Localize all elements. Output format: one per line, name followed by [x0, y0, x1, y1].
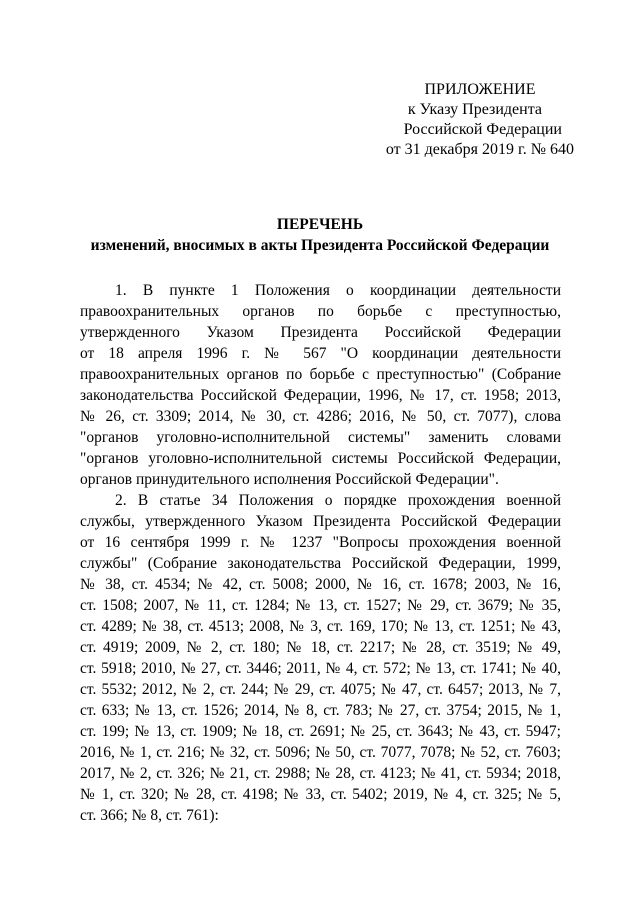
paragraph-line: правоохранительных органов по борьбе с преступностью" (Собрание [80, 366, 561, 383]
paragraph-line: 1. В пункте 1 Положения о координации деятельности [115, 282, 561, 299]
paragraph-line: № 1, ст. 320; № 28, ст. 4198; № 33, ст. 5402; 2019, № 4, ст. 325; № 5, [80, 786, 561, 803]
paragraph-line: органов принудительного исполнения Российской Федерации". [80, 471, 499, 488]
heading-title: ПЕРЕЧЕНЬ [276, 216, 364, 233]
paragraph-line: "органов уголовно-исполнительной системы" заменить словами [80, 429, 561, 446]
paragraph-1 [80, 280, 561, 490]
paragraph-2 [80, 490, 561, 826]
heading-subtitle: изменений, вносимых в акты Президента Российской Федерации [90, 237, 550, 254]
paragraph-line: № 38, ст. 4534; № 42, ст. 5008; 2000, № 16, ст. 1678; 2003, № 16, [80, 576, 561, 593]
paragraph-line: "органов уголовно-исполнительной системы Российской Федерации, [80, 450, 561, 467]
paragraph-line: службы" (Собрание законодательства Российской Федерации, 1999, [80, 555, 561, 572]
paragraph-line: законодательства Российской Федерации, 1996, № 17, ст. 1958; 2013, [80, 387, 561, 404]
appendix-block [340, 80, 580, 160]
paragraph-line: ст. 633; № 13, ст. 1526; 2014, № 8, ст. 783; № 27, ст. 3754; 2015, № 1, [80, 702, 561, 719]
paragraph-line: ст. 4289; № 38, ст. 4513; 2008, № 3, ст. 169, 170; № 13, ст. 1251; № 43, [80, 618, 561, 635]
paragraph-line: утвержденного Указом Президента Российской Федерации [80, 324, 561, 341]
paragraph-line: ст. 1508; 2007, № 11, ст. 1284; № 13, ст. 1527; № 29, ст. 3679; № 35, [80, 597, 561, 614]
paragraph-line: ст. 4919; 2009, № 2, ст. 180; № 18, ст. 2217; № 28, ст. 3519; № 49, [80, 639, 561, 656]
paragraph-line: 2017, № 2, ст. 326; № 21, ст. 2988; № 28, ст. 4123; № 41, ст. 5934; 2018, [80, 765, 561, 782]
paragraph-line: службы, утвержденного Указом Президента Российской Федерации [80, 513, 561, 530]
paragraph-line: 2. В статье 34 Положения о порядке прохождения военной [115, 492, 561, 509]
document-body [80, 280, 561, 826]
paragraph-line: ст. 199; № 13, ст. 1909; № 18, ст. 2691; № 25, ст. 3643; № 43, ст. 5947; [80, 723, 561, 740]
paragraph-line: правоохранительных органов по борьбе с преступностью, [80, 303, 561, 320]
appendix-line-date: от 31 декабря 2019 г. № 640 [385, 141, 574, 158]
appendix-title: ПРИЛОЖЕНИЕ [424, 81, 536, 98]
paragraph-line: от 16 сентября 1999 г. № 1237 "Вопросы прохождения военной [80, 534, 561, 551]
appendix-line-federation: Российской Федерации [403, 121, 562, 138]
paragraph-line: ст. 366; № 8, ст. 761): [80, 807, 219, 824]
paragraph-line: ст. 5918; 2010, № 27, ст. 3446; 2011, № 4, ст. 572; № 13, ст. 1741; № 40, [80, 660, 561, 677]
document-heading [60, 214, 580, 256]
paragraph-line: 2016, № 1, ст. 216; № 32, ст. 5096; № 50, ст. 7077, 7078; № 52, ст. 7603; [80, 744, 561, 761]
paragraph-line: ст. 5532; 2012, № 2, ст. 244; № 29, ст. 4075; № 47, ст. 6457; 2013, № 7, [80, 681, 561, 698]
paragraph-line: № 26, ст. 3309; 2014, № 30, ст. 4286; 2016, № 50, ст. 7077), слова [80, 408, 561, 425]
appendix-line-decree: к Указу Президента [407, 101, 542, 118]
paragraph-line: от 18 апреля 1996 г. № 567 "О координации деятельности [80, 345, 561, 362]
